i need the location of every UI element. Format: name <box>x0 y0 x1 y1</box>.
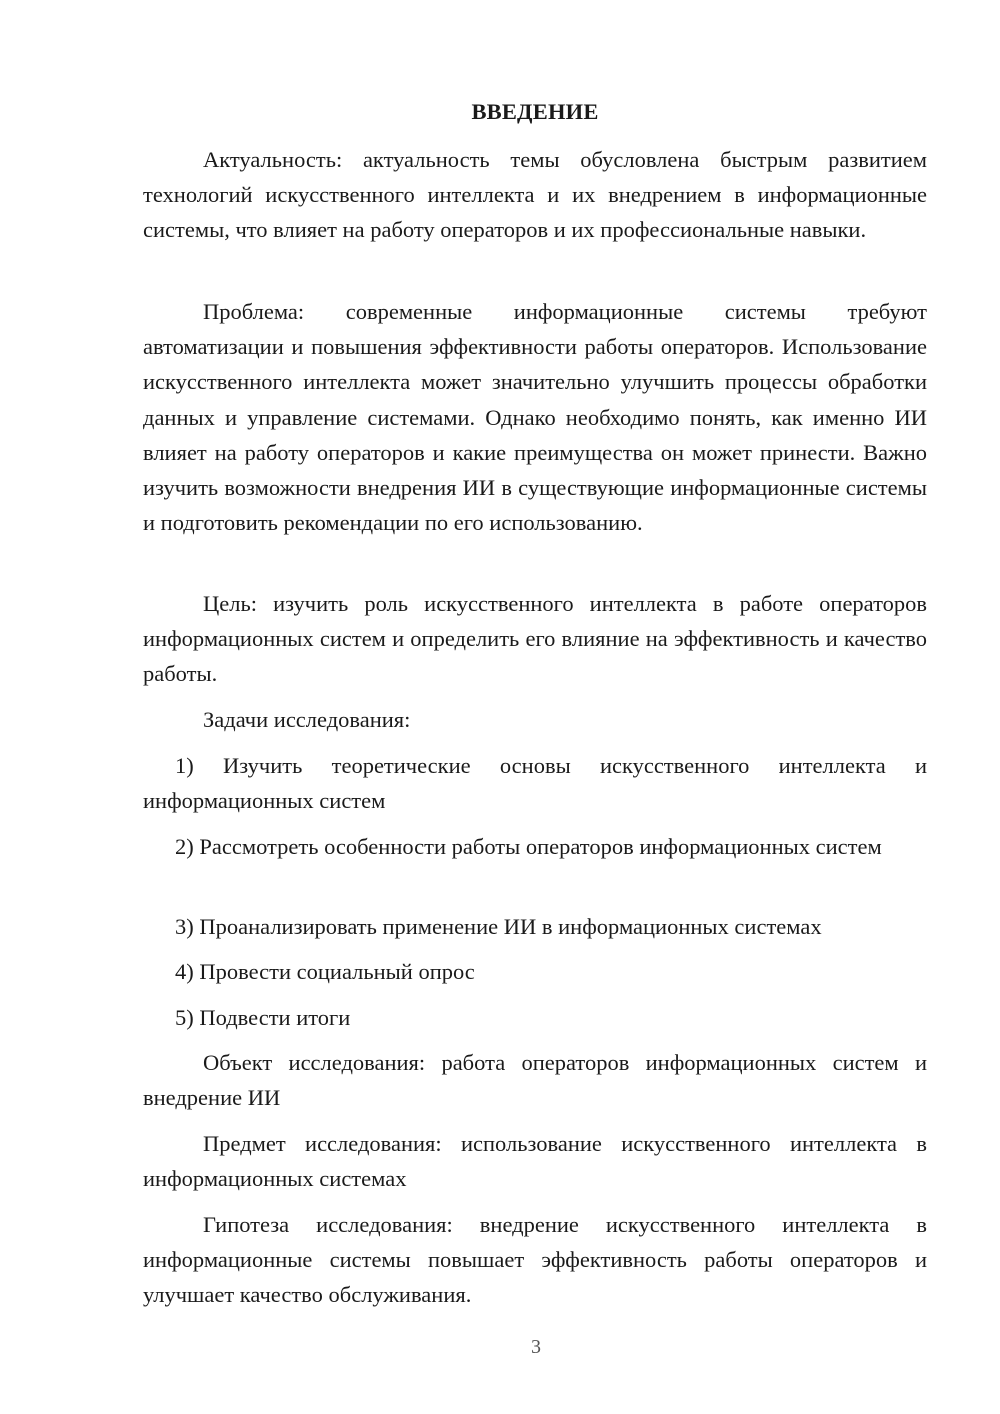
paragraph-problem: Проблема: современные информационные системы требуют автоматизации и повышения эффективности работы операторов. Использование искусственного интеллекта может значительно улучшить процессы обработки данных и управление системами. Однако необходимо понять, как именно ИИ влияет на работу операторов и какие преимущества он может принести. Важно изучить возможности внедрения ИИ в существующие информационные системы и подготовить рекомендации по его использованию. <box>143 299 927 536</box>
task-item-2: 2) Рассмотреть особенности работы операторов информационных систем <box>175 834 882 859</box>
document-page <box>143 0 927 1414</box>
paragraph-hypothesis: Гипотеза исследования: внедрение искусственного интеллекта в информационные системы повышает эффективность работы операторов и улучшает качество обслуживания. <box>143 1212 927 1308</box>
paragraph-goal: Цель: изучить роль искусственного интеллекта в работе операторов информационных систем и определить его влияние на эффективность и качество работы. <box>143 591 927 687</box>
paragraph-object: Объект исследования: работа операторов информационных систем и внедрение ИИ <box>143 1050 927 1111</box>
task-item-1: 1) Изучить теоретические основы искусственного интеллекта и информационных систем <box>143 753 927 814</box>
paragraph-subject: Предмет исследования: использование искусственного интеллекта в информационных системах <box>143 1131 927 1192</box>
page-number: 3 <box>531 1336 541 1358</box>
paragraph-tasks-heading: Задачи исследования: <box>203 707 411 732</box>
section-heading: ВВЕДЕНИЕ <box>471 99 599 124</box>
task-item-3: 3) Проанализировать применение ИИ в информационных системах <box>175 914 822 939</box>
task-item-4: 4) Провести социальный опрос <box>175 959 475 984</box>
task-item-5: 5) Подвести итоги <box>175 1005 351 1030</box>
paragraph-relevance: Актуальность: актуальность темы обусловлена быстрым развитием технологий искусственного интеллекта и их внедрением в информационные системы, что влияет на работу операторов и их профессиональные навыки. <box>143 147 927 243</box>
